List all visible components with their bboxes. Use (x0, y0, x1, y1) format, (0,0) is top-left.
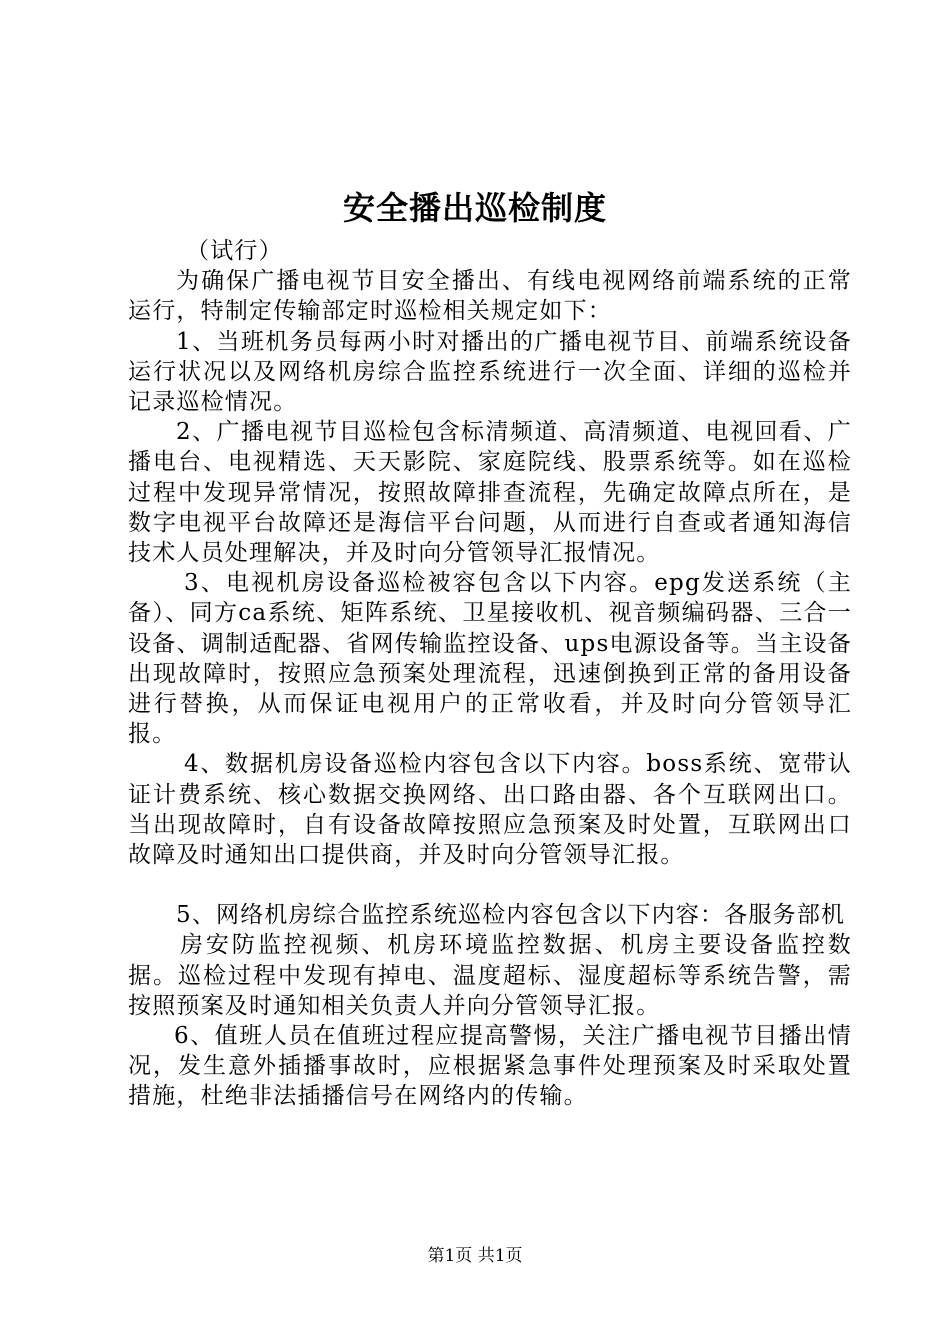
paragraph-item-5: 5、网络机房综合监控系统巡检内容包含以下内容：各服务部机 (176, 902, 846, 929)
paragraph-item-4: 4、数据机房设备巡检内容包含以下内容。boss系统、宽带认证计费系统、核心数据交换网络、出口路由器、各个互联网出口。当出现故障时，自有设备故障按照应急预案及时处置，互联网出口故障及时通知出口提供商，并及时向分管领导汇报。 (128, 751, 852, 869)
paragraph-item-2: 2、广播电视节目巡检包含标清频道、高清频道、电视回看、广播电台、电视精选、天天影院、家庭院线、股票系统等。如在巡检过程中发现异常情况，按照故障排查流程，先确定故障点所在，是数字电视平台故障还是海信平台问题，从而进行自查或者通知海信技术人员处理解决，并及时向分管领导汇报情况。 (128, 419, 852, 567)
paragraph-item-6: 6、值班人员在值班过程应提高警惕，关注广播电视节目播出情况，发生意外插播事故时，应根据紧急事件处理预案及时采取处置措施，杜绝非法插播信号在网络内的传输。 (128, 1023, 852, 1110)
page-footer: 第1页 共1页 (427, 1246, 523, 1266)
paragraph-item-1: 1、当班机务员每两小时对播出的广播电视节目、前端系统设备运行状况以及网络机房综合监控系统进行一次全面、详细的巡检并记录巡检情况。 (128, 328, 852, 416)
paragraph-intro: 为确保广播电视节目安全播出、有线电视网络前端系统的正常运行，特制定传输部定时巡检相关规定如下： (128, 268, 852, 325)
paragraph-item-3: 3、电视机房设备巡检被容包含以下内容。epg发送系统（主备）、同方ca系统、矩阵系统、卫星接收机、视音频编码器、三合一设备、调制适配器、省网传输监控设备、ups电源设备等。当主设备出现故障时，按照应急预案处理流程，迅速倒换到正常的备用设备进行替换，从而保证电视用户的正常收看，并及时向分管领导汇报。 (128, 570, 852, 748)
document-title: 安全播出巡检制度 (342, 189, 607, 227)
document-subtitle: （试行） (186, 238, 283, 264)
paragraph-item-5-continued: 房安防监控视频、机房环境监控数据、机房主要设备监控数据。巡检过程中发现有掉电、温度超标、湿度超标等系统告警，需按照预案及时通知相关负责人并向分管领导汇报。 (128, 932, 852, 1019)
document-body (128, 236, 852, 1112)
